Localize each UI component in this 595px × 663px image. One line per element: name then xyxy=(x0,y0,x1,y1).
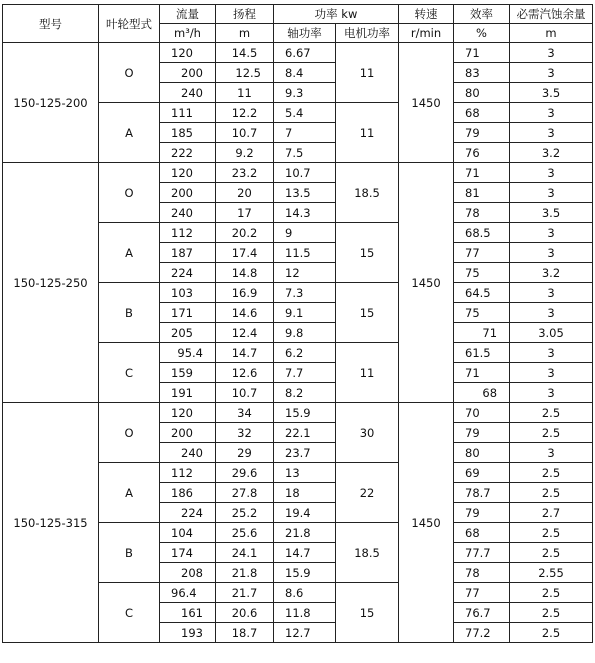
efficiency-cell: 76 xyxy=(454,143,510,163)
header-npsh-unit: m xyxy=(510,24,593,43)
npsh-cell: 3 xyxy=(510,443,593,463)
head-cell: 20.6 xyxy=(216,603,274,623)
shaft-power-cell: 10.7 xyxy=(274,163,336,183)
shaft-power-cell: 18 xyxy=(274,483,336,503)
flow-cell: 112 xyxy=(160,463,216,483)
flow-cell: 120 xyxy=(160,43,216,63)
head-cell: 14.5 xyxy=(216,43,274,63)
head-cell: 20.2 xyxy=(216,223,274,243)
header-motor-power: 电机功率 xyxy=(336,24,399,43)
shaft-power-cell: 14.7 xyxy=(274,543,336,563)
shaft-power-cell: 5.4 xyxy=(274,103,336,123)
head-cell: 21.8 xyxy=(216,563,274,583)
shaft-power-cell: 9.1 xyxy=(274,303,336,323)
head-cell: 14.6 xyxy=(216,303,274,323)
speed-cell: 1450 xyxy=(399,403,454,643)
efficiency-cell: 78.7 xyxy=(454,483,510,503)
impeller-type-cell: B xyxy=(99,523,160,583)
shaft-power-cell: 9.3 xyxy=(274,83,336,103)
head-cell: 25.6 xyxy=(216,523,274,543)
shaft-power-cell: 13.5 xyxy=(274,183,336,203)
header-impeller: 叶轮型式 xyxy=(99,5,160,43)
header-power: 功率 kw xyxy=(274,5,399,24)
motor-power-cell: 11 xyxy=(336,343,399,403)
npsh-cell: 3.05 xyxy=(510,323,593,343)
table-row xyxy=(3,163,593,183)
npsh-cell: 3 xyxy=(510,103,593,123)
npsh-cell: 2.7 xyxy=(510,503,593,523)
shaft-power-cell: 23.7 xyxy=(274,443,336,463)
flow-cell: 95.4 xyxy=(160,343,216,363)
flow-cell: 200 xyxy=(160,183,216,203)
impeller-type-cell: O xyxy=(99,43,160,103)
flow-cell: 186 xyxy=(160,483,216,503)
head-cell: 14.7 xyxy=(216,343,274,363)
head-cell: 10.7 xyxy=(216,123,274,143)
flow-cell: 111 xyxy=(160,103,216,123)
shaft-power-cell: 6.2 xyxy=(274,343,336,363)
npsh-cell: 3.5 xyxy=(510,83,593,103)
flow-cell: 112 xyxy=(160,223,216,243)
flow-cell: 200 xyxy=(160,63,216,83)
shaft-power-cell: 8.2 xyxy=(274,383,336,403)
speed-cell: 1450 xyxy=(399,43,454,163)
motor-power-cell: 15 xyxy=(336,583,399,643)
npsh-cell: 3 xyxy=(510,43,593,63)
flow-cell: 191 xyxy=(160,383,216,403)
flow-cell: 171 xyxy=(160,303,216,323)
shaft-power-cell: 7.5 xyxy=(274,143,336,163)
motor-power-cell: 22 xyxy=(336,463,399,523)
shaft-power-cell: 22.1 xyxy=(274,423,336,443)
efficiency-cell: 75 xyxy=(454,303,510,323)
head-cell: 21.7 xyxy=(216,583,274,603)
flow-cell: 222 xyxy=(160,143,216,163)
head-cell: 12.4 xyxy=(216,323,274,343)
efficiency-cell: 77.2 xyxy=(454,623,510,643)
head-cell: 32 xyxy=(216,423,274,443)
npsh-cell: 2.5 xyxy=(510,543,593,563)
efficiency-cell: 69 xyxy=(454,463,510,483)
flow-cell: 193 xyxy=(160,623,216,643)
efficiency-cell: 83 xyxy=(454,63,510,83)
flow-cell: 174 xyxy=(160,543,216,563)
header-model: 型号 xyxy=(3,5,99,43)
npsh-cell: 2.5 xyxy=(510,523,593,543)
flow-cell: 240 xyxy=(160,83,216,103)
shaft-power-cell: 7.3 xyxy=(274,283,336,303)
npsh-cell: 2.5 xyxy=(510,423,593,443)
npsh-cell: 3 xyxy=(510,223,593,243)
head-cell: 17.4 xyxy=(216,243,274,263)
impeller-type-cell: A xyxy=(99,223,160,283)
npsh-cell: 3 xyxy=(510,363,593,383)
npsh-cell: 3.2 xyxy=(510,263,593,283)
shaft-power-cell: 6.67 xyxy=(274,43,336,63)
efficiency-cell: 80 xyxy=(454,443,510,463)
head-cell: 9.2 xyxy=(216,143,274,163)
efficiency-cell: 76.7 xyxy=(454,603,510,623)
motor-power-cell: 30 xyxy=(336,403,399,463)
table-row xyxy=(3,403,593,423)
impeller-type-cell: A xyxy=(99,463,160,523)
model-cell: 150-125-250 xyxy=(3,163,99,403)
npsh-cell: 2.5 xyxy=(510,623,593,643)
npsh-cell: 2.5 xyxy=(510,403,593,423)
head-cell: 12.5 xyxy=(216,63,274,83)
efficiency-cell: 68 xyxy=(454,103,510,123)
efficiency-cell: 68 xyxy=(454,383,510,403)
impeller-type-cell: C xyxy=(99,583,160,643)
shaft-power-cell: 12.7 xyxy=(274,623,336,643)
efficiency-cell: 71 xyxy=(454,163,510,183)
npsh-cell: 3 xyxy=(510,123,593,143)
header-head-unit: m xyxy=(216,24,274,43)
npsh-cell: 2.5 xyxy=(510,483,593,503)
shaft-power-cell: 21.8 xyxy=(274,523,336,543)
efficiency-cell: 79 xyxy=(454,423,510,443)
flow-cell: 200 xyxy=(160,423,216,443)
flow-cell: 208 xyxy=(160,563,216,583)
flow-cell: 161 xyxy=(160,603,216,623)
shaft-power-cell: 7.7 xyxy=(274,363,336,383)
model-cell: 150-125-200 xyxy=(3,43,99,163)
flow-cell: 120 xyxy=(160,163,216,183)
header-flow-unit: m³/h xyxy=(160,24,216,43)
impeller-type-cell: C xyxy=(99,343,160,403)
shaft-power-cell: 19.4 xyxy=(274,503,336,523)
motor-power-cell: 11 xyxy=(336,103,399,163)
flow-cell: 103 xyxy=(160,283,216,303)
motor-power-cell: 18.5 xyxy=(336,163,399,223)
head-cell: 18.7 xyxy=(216,623,274,643)
flow-cell: 187 xyxy=(160,243,216,263)
header-shaft-power: 轴功率 xyxy=(274,24,336,43)
shaft-power-cell: 8.4 xyxy=(274,63,336,83)
model-cell: 150-125-315 xyxy=(3,403,99,643)
pump-performance-table xyxy=(2,4,593,643)
motor-power-cell: 15 xyxy=(336,223,399,283)
impeller-type-cell: A xyxy=(99,103,160,163)
head-cell: 14.8 xyxy=(216,263,274,283)
header-efficiency: 效率 xyxy=(454,5,510,24)
head-cell: 29.6 xyxy=(216,463,274,483)
flow-cell: 205 xyxy=(160,323,216,343)
npsh-cell: 3 xyxy=(510,163,593,183)
flow-cell: 104 xyxy=(160,523,216,543)
header-row-1 xyxy=(3,5,593,24)
header-head: 扬程 xyxy=(216,5,274,24)
npsh-cell: 2.5 xyxy=(510,583,593,603)
shaft-power-cell: 14.3 xyxy=(274,203,336,223)
flow-cell: 224 xyxy=(160,263,216,283)
efficiency-cell: 79 xyxy=(454,503,510,523)
efficiency-cell: 71 xyxy=(454,43,510,63)
impeller-type-cell: B xyxy=(99,283,160,343)
motor-power-cell: 11 xyxy=(336,43,399,103)
shaft-power-cell: 11.5 xyxy=(274,243,336,263)
head-cell: 27.8 xyxy=(216,483,274,503)
npsh-cell: 3.5 xyxy=(510,203,593,223)
npsh-cell: 3 xyxy=(510,63,593,83)
npsh-cell: 2.55 xyxy=(510,563,593,583)
efficiency-cell: 81 xyxy=(454,183,510,203)
flow-cell: 185 xyxy=(160,123,216,143)
head-cell: 10.7 xyxy=(216,383,274,403)
head-cell: 16.9 xyxy=(216,283,274,303)
shaft-power-cell: 9 xyxy=(274,223,336,243)
efficiency-cell: 80 xyxy=(454,83,510,103)
flow-cell: 159 xyxy=(160,363,216,383)
efficiency-cell: 77 xyxy=(454,583,510,603)
shaft-power-cell: 8.6 xyxy=(274,583,336,603)
efficiency-cell: 61.5 xyxy=(454,343,510,363)
head-cell: 34 xyxy=(216,403,274,423)
efficiency-cell: 77.7 xyxy=(454,543,510,563)
efficiency-cell: 79 xyxy=(454,123,510,143)
head-cell: 25.2 xyxy=(216,503,274,523)
header-efficiency-unit: % xyxy=(454,24,510,43)
table-row xyxy=(3,43,593,63)
shaft-power-cell: 15.9 xyxy=(274,563,336,583)
efficiency-cell: 68.5 xyxy=(454,223,510,243)
npsh-cell: 3 xyxy=(510,383,593,403)
header-speed-unit: r/min xyxy=(399,24,454,43)
npsh-cell: 2.5 xyxy=(510,603,593,623)
head-cell: 12.2 xyxy=(216,103,274,123)
shaft-power-cell: 12 xyxy=(274,263,336,283)
npsh-cell: 3 xyxy=(510,183,593,203)
motor-power-cell: 15 xyxy=(336,283,399,343)
head-cell: 24.1 xyxy=(216,543,274,563)
efficiency-cell: 78 xyxy=(454,563,510,583)
impeller-type-cell: O xyxy=(99,163,160,223)
flow-cell: 96.4 xyxy=(160,583,216,603)
efficiency-cell: 78 xyxy=(454,203,510,223)
motor-power-cell: 18.5 xyxy=(336,523,399,583)
flow-cell: 240 xyxy=(160,443,216,463)
shaft-power-cell: 11.8 xyxy=(274,603,336,623)
flow-cell: 224 xyxy=(160,503,216,523)
head-cell: 23.2 xyxy=(216,163,274,183)
efficiency-cell: 64.5 xyxy=(454,283,510,303)
npsh-cell: 3 xyxy=(510,303,593,323)
table-body xyxy=(3,43,593,643)
efficiency-cell: 75 xyxy=(454,263,510,283)
header-speed: 转速 xyxy=(399,5,454,24)
head-cell: 29 xyxy=(216,443,274,463)
header-npsh: 必需汽蚀余量 xyxy=(510,5,593,24)
efficiency-cell: 71 xyxy=(454,323,510,343)
npsh-cell: 3.2 xyxy=(510,143,593,163)
flow-cell: 120 xyxy=(160,403,216,423)
efficiency-cell: 77 xyxy=(454,243,510,263)
shaft-power-cell: 7 xyxy=(274,123,336,143)
shaft-power-cell: 9.8 xyxy=(274,323,336,343)
npsh-cell: 3 xyxy=(510,283,593,303)
npsh-cell: 2.5 xyxy=(510,463,593,483)
header-flow: 流量 xyxy=(160,5,216,24)
speed-cell: 1450 xyxy=(399,163,454,403)
efficiency-cell: 68 xyxy=(454,523,510,543)
flow-cell: 240 xyxy=(160,203,216,223)
head-cell: 11 xyxy=(216,83,274,103)
npsh-cell: 3 xyxy=(510,243,593,263)
shaft-power-cell: 15.9 xyxy=(274,403,336,423)
impeller-type-cell: O xyxy=(99,403,160,463)
head-cell: 20 xyxy=(216,183,274,203)
head-cell: 17 xyxy=(216,203,274,223)
shaft-power-cell: 13 xyxy=(274,463,336,483)
head-cell: 12.6 xyxy=(216,363,274,383)
npsh-cell: 3 xyxy=(510,343,593,363)
efficiency-cell: 71 xyxy=(454,363,510,383)
efficiency-cell: 70 xyxy=(454,403,510,423)
